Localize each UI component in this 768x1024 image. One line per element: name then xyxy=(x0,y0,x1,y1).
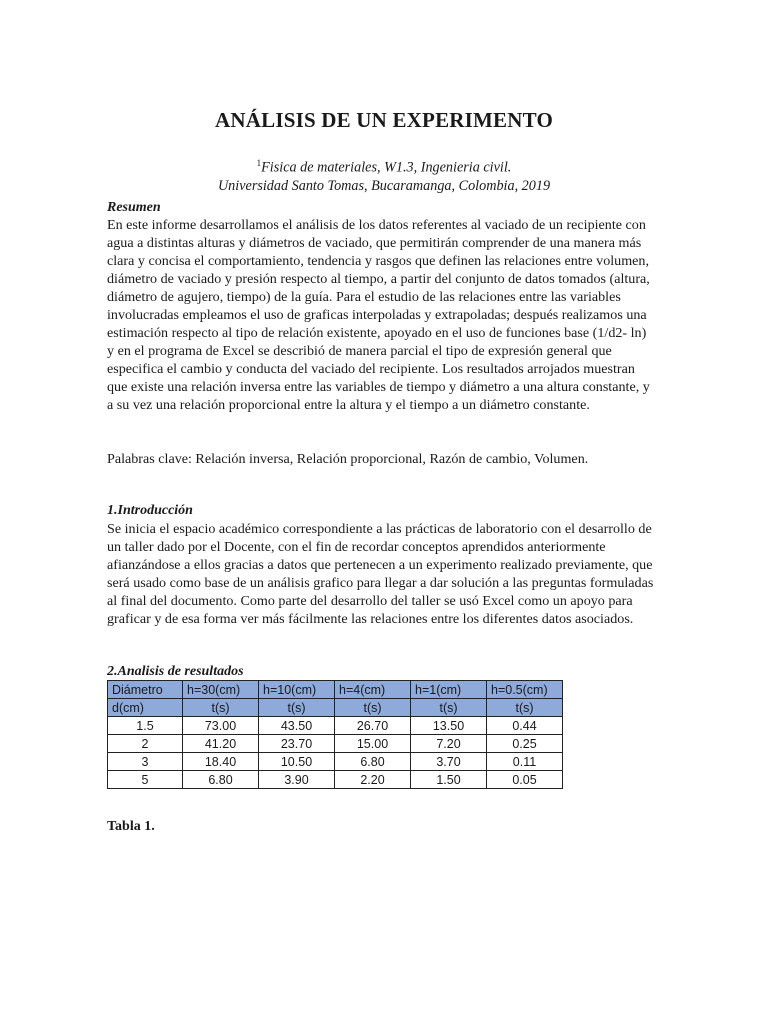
table-cell: 10.50 xyxy=(259,753,335,771)
table-unit-cell: t(s) xyxy=(335,699,411,717)
table-cell: 3 xyxy=(108,753,183,771)
table-cell: 41.20 xyxy=(183,735,259,753)
table-cell: 0.11 xyxy=(487,753,563,771)
table-cell: 15.00 xyxy=(335,735,411,753)
table-unit-cell: t(s) xyxy=(411,699,487,717)
table-header-cell: h=0.5(cm) xyxy=(487,681,563,699)
table-cell: 3.70 xyxy=(411,753,487,771)
table-cell: 26.70 xyxy=(335,717,411,735)
table-header-cell: h=30(cm) xyxy=(183,681,259,699)
table-cell: 7.20 xyxy=(411,735,487,753)
table-cell: 6.80 xyxy=(183,771,259,789)
table-cell: 0.05 xyxy=(487,771,563,789)
table-caption: Tabla 1. xyxy=(107,819,155,834)
document-title: ANÁLISIS DE UN EXPERIMENTO xyxy=(215,108,553,132)
table-cell: 6.80 xyxy=(335,753,411,771)
table-cell: 0.44 xyxy=(487,717,563,735)
table-header-cell: h=1(cm) xyxy=(411,681,487,699)
table-header-cell: Diámetro xyxy=(108,681,183,699)
table-cell: 43.50 xyxy=(259,717,335,735)
table-cell: 3.90 xyxy=(259,771,335,789)
table-cell: 1.5 xyxy=(108,717,183,735)
table-row xyxy=(108,753,563,771)
affiliation-line-1 xyxy=(0,158,768,177)
table-unit-cell: t(s) xyxy=(183,699,259,717)
table-row xyxy=(108,735,563,753)
table-header-cell: h=4(cm) xyxy=(335,681,411,699)
introduction-body: Se inicia el espacio académico correspondiente a las prácticas de laboratorio con el desarrollo de un taller dado por el Docente, con el fin de recordar conceptos aprendidos anteriormente afianzándose a ellos gracias a datos que pertenecen a un experimento realizado previamente, que será usado como base de un análisis grafico para llegar a dar solución a las preguntas formuladas al final del documento. Como parte del desarrollo del taller se usó Excel como un apoyo para graficar y de esa forma ver más fácilmente las relaciones entre los diferentes datos asociados. xyxy=(107,521,654,627)
table-units-row xyxy=(108,699,563,717)
table-unit-cell: t(s) xyxy=(259,699,335,717)
results-table xyxy=(107,680,563,789)
table-cell: 23.70 xyxy=(259,735,335,753)
table-row xyxy=(108,771,563,789)
table-cell: 5 xyxy=(108,771,183,789)
table-header-cell: h=10(cm) xyxy=(259,681,335,699)
analysis-heading: 2.Analisis de resultados xyxy=(107,664,244,679)
abstract-heading: Resumen xyxy=(107,200,161,215)
table-cell: 2 xyxy=(108,735,183,753)
affiliation-line-2: Universidad Santo Tomas, Bucaramanga, Colombia, 2019 xyxy=(217,178,551,194)
table-cell: 13.50 xyxy=(411,717,487,735)
table-unit-cell: d(cm) xyxy=(108,699,183,717)
affiliation-text: Fisica de materiales, W1.3, Ingenieria civil. xyxy=(261,159,512,176)
introduction-heading: 1.Introducción xyxy=(107,503,193,518)
table-cell: 18.40 xyxy=(183,753,259,771)
table-header-row xyxy=(108,681,563,699)
table-row xyxy=(108,717,563,735)
abstract-body: En este informe desarrollamos el análisis de los datos referentes al vaciado de un recipiente con agua a distintas alturas y diámetros de vaciado, que permitirán comprender de una manera más clara y concisa el comportamiento, tendencia y rasgos que definen las relaciones entre volumen, diámetro de vaciado y presión respecto al tiempo, a partir del conjunto de datos tomados (altura, diámetro de agujero, tiempo) de la guía. Para el estudio de las relaciones entre las variables involucradas empleamos el uso de graficas interpoladas y extrapoladas; después realizamos una estimación respecto al tipo de relación existente, apoyado en el uso de funciones base (1/d2- ln) y en el programa de Excel se describió de manera parcial el tipo de expresión general que especifica el cambio y conducta del vaciado del recipiente. Los resultados arrojados muestran que existe una relación inversa entre las variables de tiempo y diámetro a una altura constante, y a su vez una relación proporcional entre la altura y el tiempo a un diámetro constante. xyxy=(107,217,650,413)
table-cell: 0.25 xyxy=(487,735,563,753)
affiliation-superscript: 1 xyxy=(256,158,262,168)
keywords: Palabras clave: Relación inversa, Relación proporcional, Razón de cambio, Volumen. xyxy=(107,451,589,467)
table-cell: 2.20 xyxy=(335,771,411,789)
table-cell: 73.00 xyxy=(183,717,259,735)
table-unit-cell: t(s) xyxy=(487,699,563,717)
table-cell: 1.50 xyxy=(411,771,487,789)
